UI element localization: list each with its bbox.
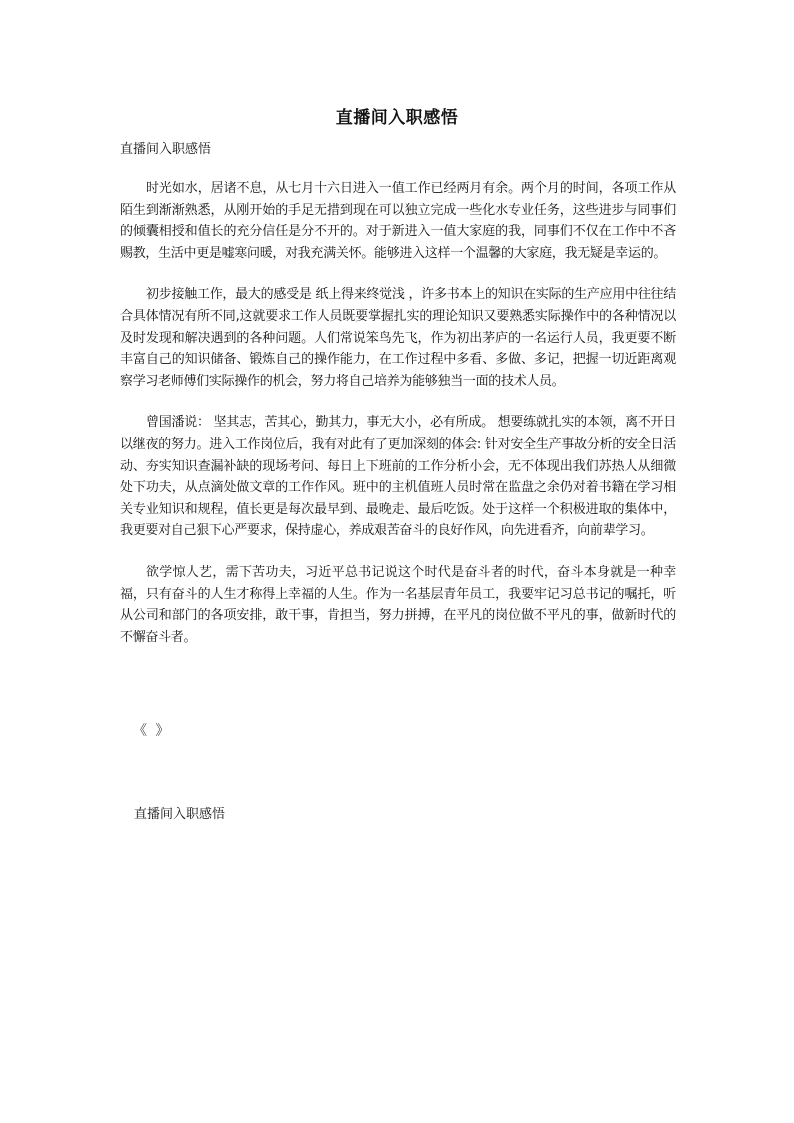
document-title: 直播间入职感悟 <box>335 108 459 128</box>
paragraph-quote: 曾国潘说： 坚其志，苦其心，勤其力，事无大小，必有所成。 想要练就扎实的本领，离不开日以继夜的努力。进入工作岗位后，我有对此有了更加深刻的体会: 针对安全生产事故分析的安全日活动、夯实知识查漏补缺的现场考问、每日上下班前的工作分析小会，无不体现出我们苏热人从细微处下功夫，从点滴处做文章的工作作风。班中的主机值班人员时常在监盘之余仍对着书籍在学习相关专业知识和规程，值长更是每次最早到、最晚走、最后吃饭。处于这样一个积极进取的集体中，我更要对自己狠下心严要求，保持虚心，养成艰苦奋斗的良好作风，向先进看齐，向前辈学习。 <box>120 415 676 539</box>
footer-title: 直播间入职感悟 <box>134 807 226 822</box>
paragraph-conclusion: 欲学惊人艺，需下苦功夫，习近平总书记说这个时代是奋斗者的时代，奋斗本身就是一种幸福，只有奋斗的人生才称得上幸福的人生。作为一名基层青年员工，我要牢记习总书记的嘱托，听从公司和部门的各项安排，敢干事，肯担当，努力拼搏，在平凡的岗位做不平凡的事，做新时代的不懈奋斗者。 <box>120 564 676 645</box>
paragraph-intro: 时光如水，居诸不息，从七月十六日进入一值工作已经两月有余。两个月的时间，各项工作从陌生到渐渐熟悉，从刚开始的手足无措到现在可以独立完成一些化水专业任务，这些进步与同事们的倾囊相授和值长的充分信任是分不开的。对于新进入一值大家庭的我，同事们不仅在工作中不吝赐教，生活中更是嘘寒问暖，对我充满关怀。能够进入这样一个温馨的大家庭，我无疑是幸运的。 <box>120 181 676 261</box>
angle-quote-marks: 《 》 <box>133 723 172 739</box>
paragraph-first-contact: 初步接触工作，最大的感受是 纸上得来终觉浅 ，许多书本上的知识在实际的生产应用中往往结合具体情况有所不同,这就要求工作人员既要掌握扎实的理论知识又要熟悉实际操作中的各种情况以及时发现和解决遇到的各种问题。人们常说笨鸟先飞，作为初出茅庐的一名运行人员，我更要不断丰富自己的知识储备、锻炼自己的操作能力，在工作过程中多看、多做、多记，把握一切近距离观察学习老师傅们实际操作的机会，努力将自己培养为能够独当一面的技术人员。 <box>120 287 676 389</box>
document-subtitle: 直播间入职感悟 <box>120 142 212 157</box>
document-body <box>120 178 676 668</box>
